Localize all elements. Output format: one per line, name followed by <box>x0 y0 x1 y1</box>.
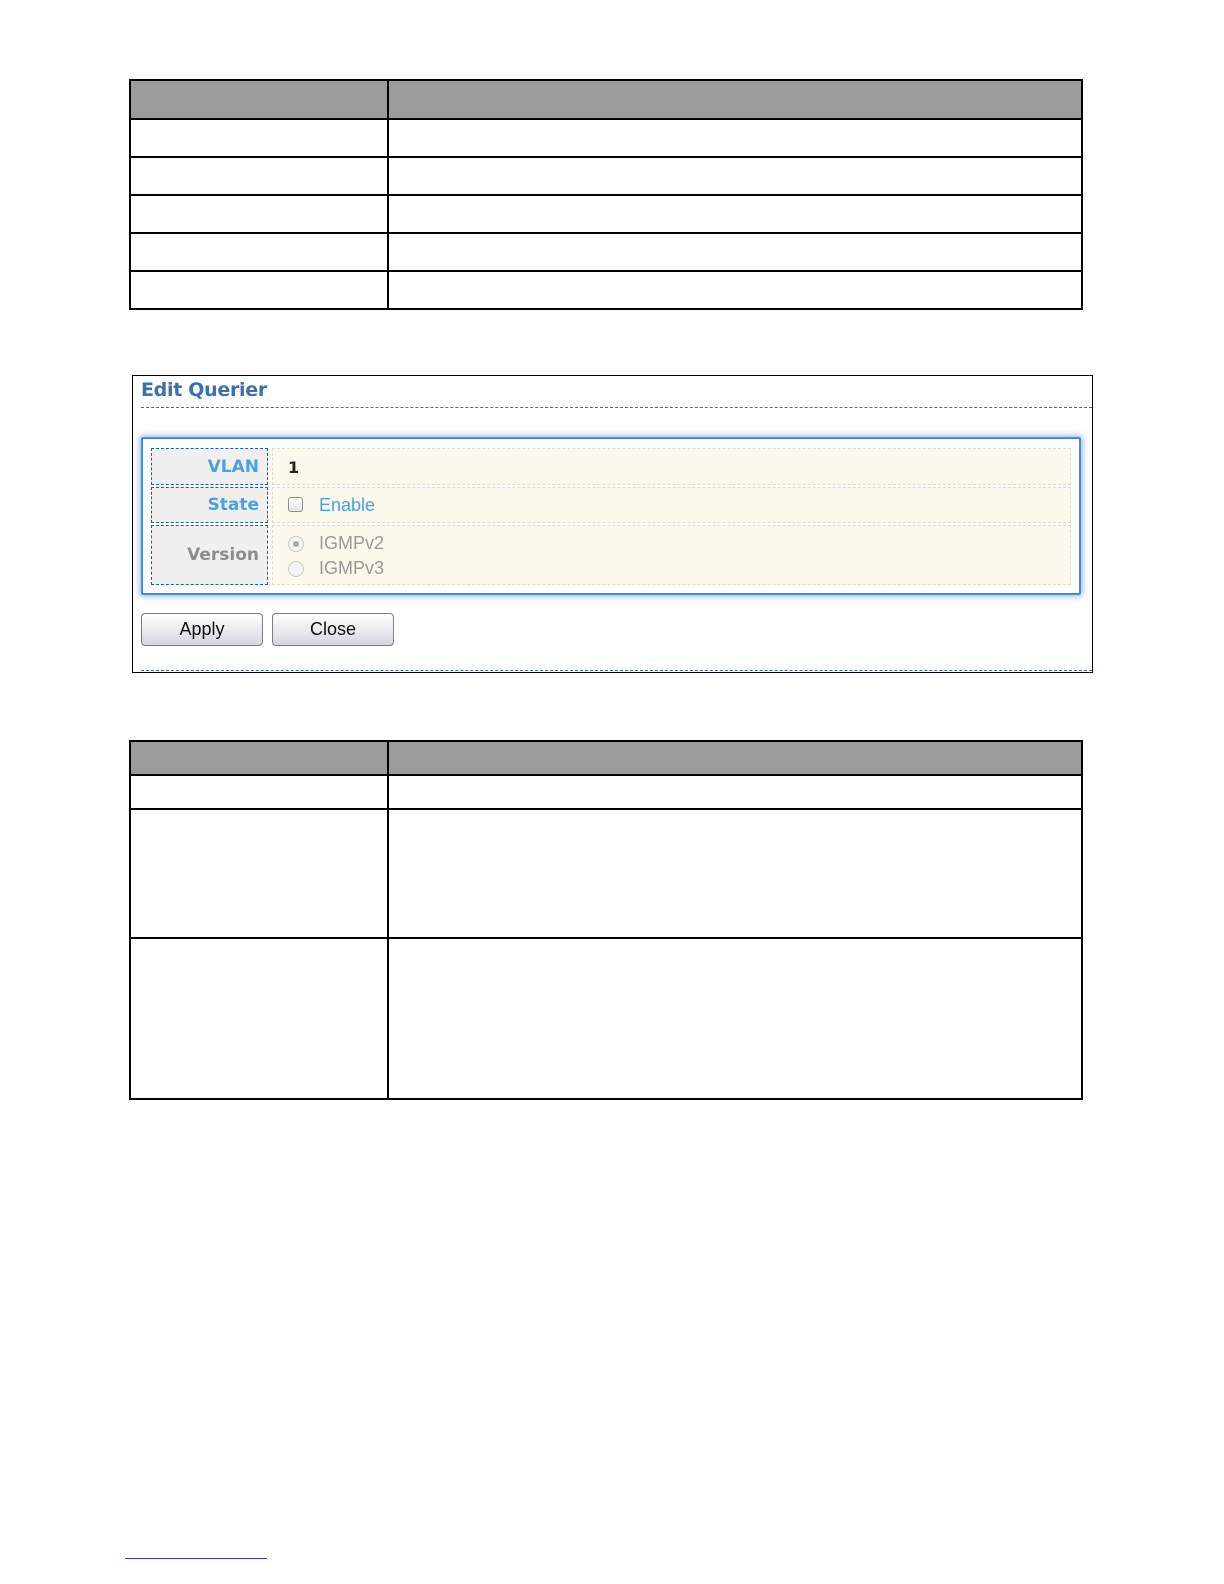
state-row <box>151 487 1071 523</box>
vlan-value-cell <box>272 448 1071 485</box>
dialog-title: Edit Querier <box>141 379 267 401</box>
edit-querier-dialog <box>132 375 1093 673</box>
table-cell <box>130 271 388 309</box>
table-row <box>130 119 1082 157</box>
table-cell <box>388 157 1082 195</box>
version-igmpv3-label[interactable]: IGMPv3 <box>319 558 385 578</box>
dialog-bottom-divider <box>141 670 1092 671</box>
table-cell <box>130 195 388 233</box>
version-igmpv3-radio[interactable] <box>288 561 304 577</box>
table-cell <box>388 938 1082 1099</box>
version-label: Version <box>151 525 268 585</box>
table-cell <box>388 809 1082 938</box>
table-row <box>130 157 1082 195</box>
table-cell <box>130 809 388 938</box>
table-cell <box>388 119 1082 157</box>
table-row <box>130 775 1082 809</box>
table-header-row <box>130 741 1082 775</box>
table-header-cell <box>130 80 388 119</box>
table-cell <box>388 775 1082 809</box>
table-row <box>130 233 1082 271</box>
title-divider <box>141 407 1092 408</box>
table-header-cell <box>130 741 388 775</box>
table-header-cell <box>388 741 1082 775</box>
state-label: State <box>151 487 268 523</box>
table-row <box>130 271 1082 309</box>
vlan-label: VLAN <box>151 448 268 485</box>
table-header-row <box>130 80 1082 119</box>
table-cell <box>130 938 388 1099</box>
apply-button[interactable]: Apply <box>141 613 263 646</box>
version-igmpv2-radio[interactable] <box>288 536 304 552</box>
vlan-row <box>151 448 1071 485</box>
state-enable-checkbox[interactable] <box>288 497 303 512</box>
vlan-value: 1 <box>288 458 300 477</box>
table-cell <box>388 271 1082 309</box>
table-row <box>130 938 1082 1099</box>
querier-form-panel <box>141 437 1081 595</box>
table-cell <box>130 233 388 271</box>
top-description-table <box>129 79 1083 310</box>
table-cell <box>130 775 388 809</box>
state-enable-label[interactable]: Enable <box>319 495 376 515</box>
table-cell <box>388 233 1082 271</box>
table-header-cell <box>388 80 1082 119</box>
version-value-cell <box>272 525 1071 585</box>
footer-divider <box>125 1558 267 1559</box>
table-cell <box>130 119 388 157</box>
close-button[interactable]: Close <box>272 613 394 646</box>
version-igmpv2-label[interactable]: IGMPv2 <box>319 533 385 553</box>
table-row <box>130 195 1082 233</box>
state-value-cell <box>272 487 1071 523</box>
table-cell <box>388 195 1082 233</box>
version-row <box>151 525 1071 585</box>
bottom-description-table <box>129 740 1083 1100</box>
table-cell <box>130 157 388 195</box>
table-row <box>130 809 1082 938</box>
